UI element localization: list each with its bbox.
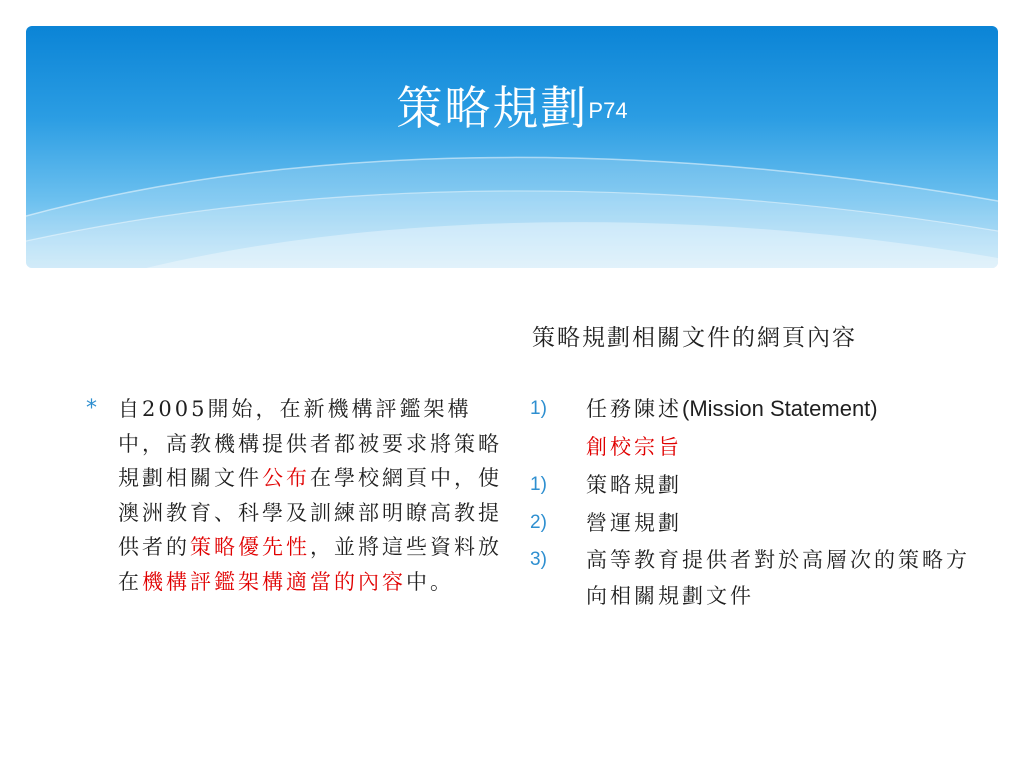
- list-item-label: 高等教育提供者對於高層次的策略方向相關規劃文件: [586, 548, 970, 608]
- list-number: 2): [530, 512, 547, 533]
- right-numbered-list: [530, 390, 970, 614]
- paragraph-text-1: 自2005開始，在新機構評鑑架構中，高教機構提供者都被要求將策略規劃相關文件: [118, 397, 502, 490]
- list-item: [530, 466, 970, 504]
- title-text: 策略規劃: [396, 81, 589, 135]
- list-number: 1): [530, 398, 547, 419]
- list-item: [530, 390, 970, 428]
- list-number: 1): [530, 474, 547, 495]
- bullet-paragraph: [118, 392, 506, 599]
- list-item-label: 營運規劃: [586, 511, 682, 535]
- highlight-appropriate-content: 機構評鑑架構適當的內容: [142, 569, 406, 594]
- paragraph-text-3: ，並將這些資料放在: [118, 535, 502, 594]
- banner-wave-decoration: [26, 26, 998, 268]
- title-page-ref: P74: [588, 98, 628, 123]
- highlight-publish: 公布: [262, 466, 310, 490]
- left-bullet-block: [86, 392, 506, 599]
- bullet-asterisk-icon: *: [86, 396, 100, 421]
- paragraph-text-4: 中。: [406, 569, 454, 594]
- right-column-heading: 策略規劃相關文件的網頁內容: [532, 325, 857, 351]
- list-item-sub: 創校宗旨: [586, 435, 682, 459]
- list-item-label-en: (Mission Statement): [682, 396, 878, 421]
- title-banner: [26, 26, 998, 268]
- list-item: [530, 504, 970, 542]
- list-item: [530, 542, 970, 614]
- list-item-label: 任務陳述: [586, 397, 682, 421]
- list-item-label: 策略規劃: [586, 473, 682, 497]
- slide-title: [0, 78, 1024, 141]
- paragraph-text-2: 在學校網頁中，使澳洲教育、科學及訓練部明瞭高教提供者的: [118, 466, 502, 559]
- highlight-strategic-priority: 策略優先性: [190, 535, 310, 559]
- list-number: 3): [530, 549, 547, 570]
